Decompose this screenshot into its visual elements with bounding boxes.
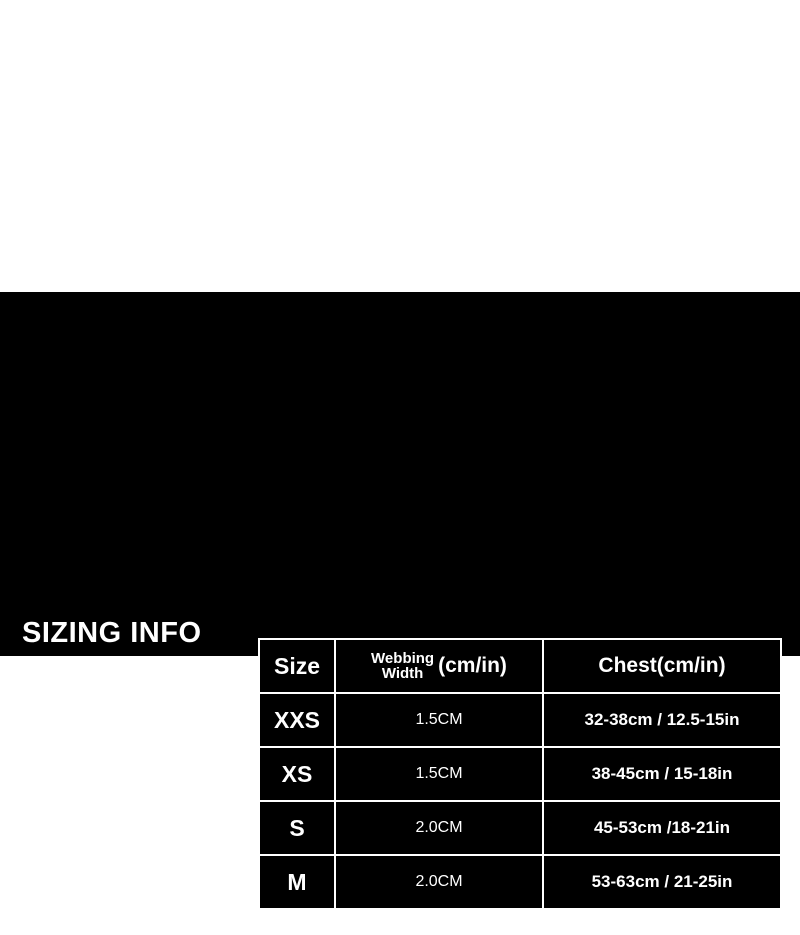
- cell-size: XS: [259, 747, 335, 801]
- column-header-chest: [543, 639, 781, 693]
- column-header-webbing-line2: Width: [381, 665, 424, 682]
- sizing-info-banner: [0, 292, 800, 935]
- table-header-row: [259, 639, 781, 693]
- measurement-note: Please measure your dogs’ chest circumference at the same location as the line.: [33, 920, 515, 935]
- cell-chest: 32-38cm / 12.5-15in: [543, 693, 781, 747]
- cell-webbing-width: 2.0CM: [335, 801, 543, 855]
- chest-measure-label: CHEST: [126, 784, 166, 796]
- column-header-webbing-width: [335, 639, 543, 693]
- cell-chest: 53-63cm / 21-25in: [543, 855, 781, 909]
- size-chart-table: [258, 638, 782, 910]
- column-header-size: [259, 639, 335, 693]
- page-title: SIZING INFO: [22, 617, 202, 649]
- column-header-webbing-line1: Webbing: [371, 650, 435, 667]
- column-header-webbing-unit: (cm/in): [438, 654, 507, 677]
- table-row: [259, 801, 781, 855]
- dog-illustration: [14, 700, 250, 900]
- table-row: [259, 693, 781, 747]
- column-header-chest-label: Chest(cm/in): [598, 654, 726, 677]
- cell-webbing-width: 2.0CM: [335, 855, 543, 909]
- cell-chest: 45-53cm /18-21in: [543, 801, 781, 855]
- column-header-size-label: Size: [273, 652, 321, 679]
- cell-size: S: [259, 801, 335, 855]
- cell-webbing-width: 1.5CM: [335, 747, 543, 801]
- table-row: [259, 747, 781, 801]
- cell-webbing-width: 1.5CM: [335, 693, 543, 747]
- cell-chest: 38-45cm / 15-18in: [543, 747, 781, 801]
- table-row: [259, 855, 781, 909]
- cell-size: M: [259, 855, 335, 909]
- cell-size: XXS: [259, 693, 335, 747]
